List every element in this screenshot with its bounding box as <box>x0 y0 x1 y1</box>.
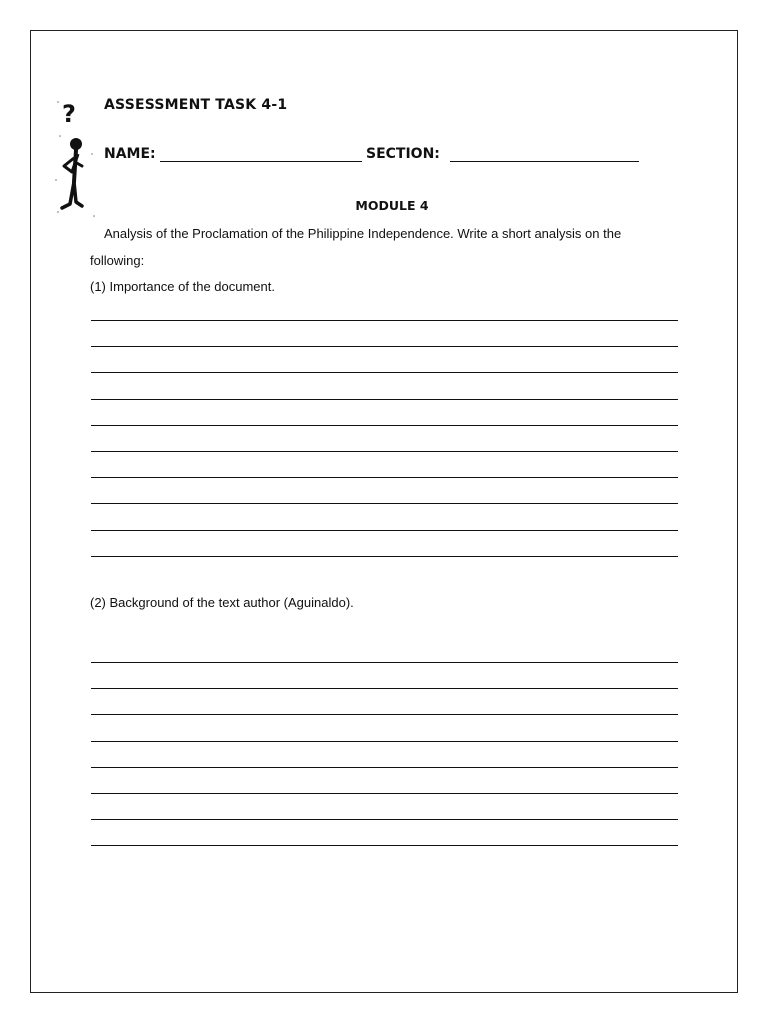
answer-line[interactable] <box>91 451 678 452</box>
answer-line[interactable] <box>91 372 678 373</box>
svg-text:?: ? <box>62 100 76 128</box>
section-field[interactable] <box>450 161 639 162</box>
answer-line[interactable] <box>91 793 678 794</box>
question-1-prompt: (1) Importance of the document. <box>90 279 275 294</box>
instructions-line-2: following: <box>90 253 145 268</box>
section-label: SECTION: <box>366 146 440 162</box>
answer-line[interactable] <box>91 530 678 531</box>
answer-line[interactable] <box>91 425 678 426</box>
answer-line[interactable] <box>91 503 678 504</box>
answer-line[interactable] <box>91 477 678 478</box>
answer-line[interactable] <box>91 556 678 557</box>
page-title: ASSESSMENT TASK 4-1 <box>104 97 288 113</box>
answer-line[interactable] <box>91 688 678 689</box>
instructions-line-1: Analysis of the Proclamation of the Philippine Independence. Write a short analysis on the <box>104 226 622 241</box>
name-field[interactable] <box>160 161 362 162</box>
page-border <box>30 30 738 993</box>
answer-line[interactable] <box>91 714 678 715</box>
answer-line[interactable] <box>91 662 678 663</box>
module-heading: MODULE 4 <box>355 198 429 213</box>
answer-line[interactable] <box>91 819 678 820</box>
answer-line[interactable] <box>91 320 678 321</box>
name-label: NAME: <box>104 146 156 162</box>
answer-line[interactable] <box>91 767 678 768</box>
question-2-prompt: (2) Background of the text author (Aguinaldo). <box>90 595 354 610</box>
answer-line[interactable] <box>91 346 678 347</box>
answer-line[interactable] <box>91 741 678 742</box>
answer-line[interactable] <box>91 399 678 400</box>
answer-line[interactable] <box>91 845 678 846</box>
